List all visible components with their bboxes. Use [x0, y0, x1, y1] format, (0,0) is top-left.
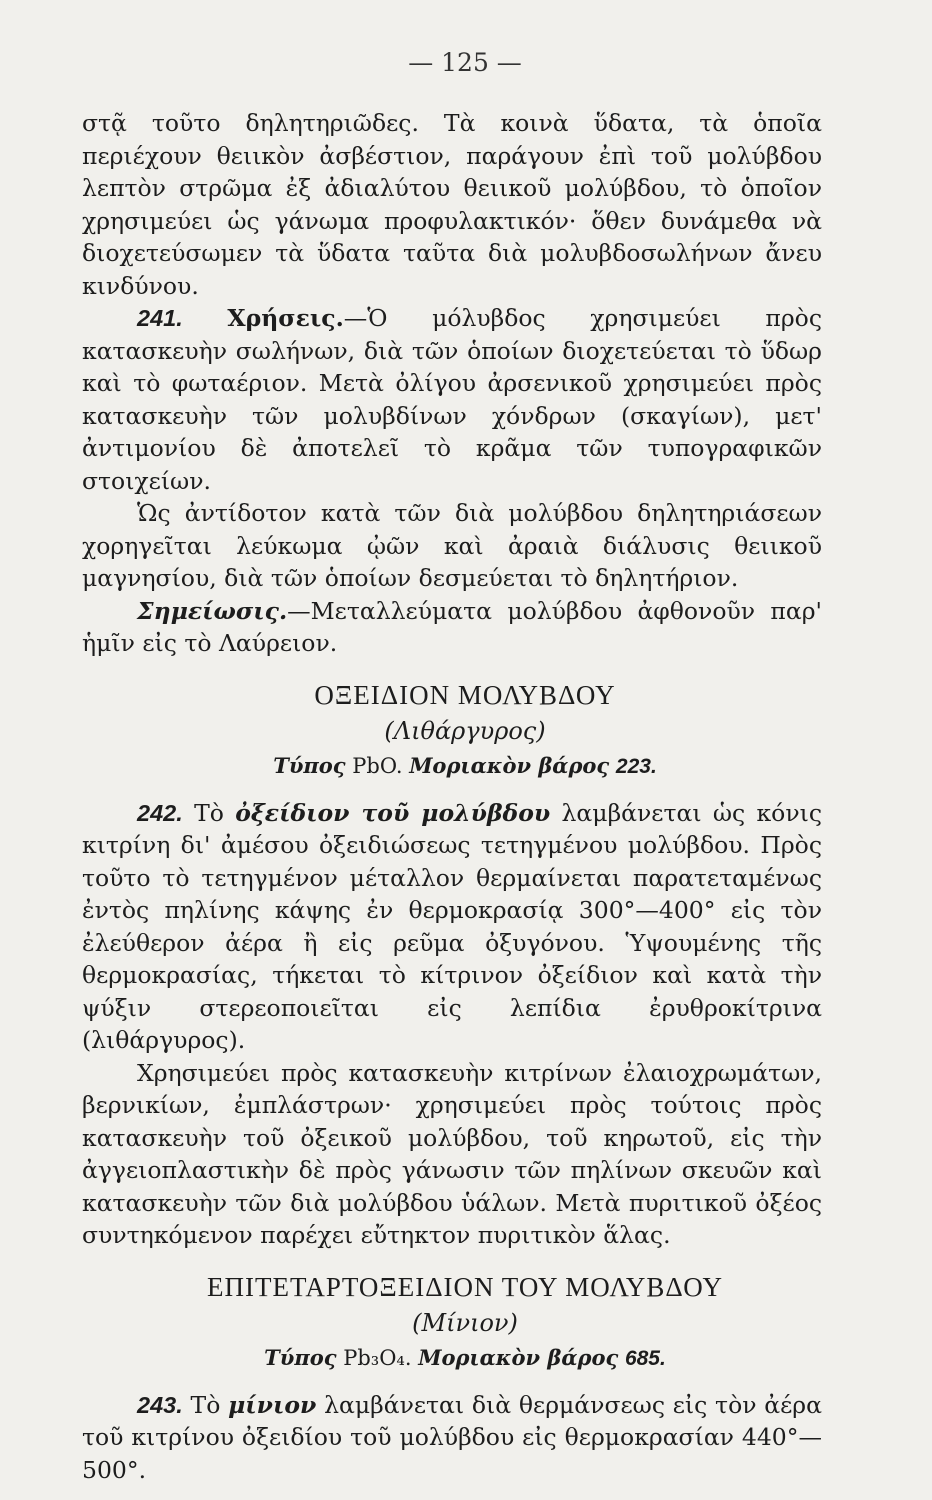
section-242	[82, 797, 822, 1057]
formula-line-pbo	[108, 753, 822, 779]
section-term: μίνιον	[228, 1390, 317, 1419]
section-text: λαμβάνεται διὰ θερμάνσεως εἰς τὸν ἀέρα τοῦ κιτρίνου ὀξειδίου τοῦ μολύβδου εἰς θερμοκρασίαν 440°—500°.	[82, 1390, 822, 1484]
section-241	[82, 302, 822, 497]
weight-value: 223.	[615, 754, 657, 778]
section-243	[82, 1389, 822, 1487]
section-text: —Ὁ μόλυβδος χρησιμεύει πρὸς κατασκευὴν σωλήνων, διὰ τῶν ὁποίων διοχετεύεται τὸ ὕδωρ καὶ τὸ φωταέριον. Μετὰ ὀλίγου ἀρσενικοῦ χρησιμεύει πρὸς κατασκευὴν τῶν μολυβδίνων χόνδρων (σκαγίων), μετ' ἀντιμονίου δὲ ἀποτελεῖ τὸ κρᾶμα τῶν τυπογραφικῶν στοιχείων.	[82, 304, 822, 495]
formula-line-pb3o4	[108, 1345, 822, 1371]
section-term: ὀξείδιον τοῦ μολύβδου	[235, 798, 551, 827]
weight-value: 685.	[624, 1346, 666, 1370]
formula-label: Τύπος	[264, 1344, 337, 1370]
formula-value: PbO.	[352, 753, 403, 778]
weight-label: Μοριακὸν βάρος	[418, 1344, 619, 1370]
section-text: λαμβάνεται ὡς κόνις κιτρίνη δι' ἀμέσου ὀξειδιώσεως τετηγμένου μολύβδου. Πρὸς τοῦτο τὸ τετηγμένον μέταλλον θερμαίνεται παρατεταμένως ἐντὸς πηλίνης κάψης ἐν θερμοκρασίᾳ 300°—400° εἰς τὸν ἐλεύθερον ἀέρα ἢ εἰς ρεῦμα ὀξυγόνου. Ὑψουμένης τῆς θερμοκρασίας, τήκεται τὸ κίτρινον ὀξείδιον καὶ κατὰ τὴν ψύξιν στερεοποιεῖται εἰς λεπίδια ἐρυθροκίτρινα (λιθάργυρος).	[82, 798, 822, 1054]
paragraph-antidote: Ὡς ἀντίδοτον κατὰ τῶν διὰ μολύβδου δηλητηριάσεων χορηγεῖται λεύκωμα ᾠῶν καὶ ἀραιὰ διάλυσις θειικοῦ μαγνησίου, διὰ τῶν ὁποίων δεσμεύεται τὸ δηλητήριον.	[82, 499, 822, 592]
section-number: 243.	[137, 1391, 183, 1418]
section-number: 241.	[137, 305, 183, 331]
section-title: Χρήσεις.	[227, 304, 344, 332]
section-number: 242.	[137, 799, 183, 826]
paragraph-uses: Χρησιμεύει πρὸς κατασκευὴν κιτρίνων ἐλαιοχρωμάτων, βερνικίων, ἐμπλάστρων· χρησιμεύει πρὸς τούτοις πρὸς κατασκευὴν τοῦ ὀξεικοῦ μολύβδου, τοῦ κηρωτοῦ, εἰς τὴν ἀγγειοπλαστικὴν δὲ πρὸς γάνωσιν τῶν πηλίνων σκευῶν καὶ κατασκευὴν τῶν διὰ μολύβδου ὑάλων. Μετὰ πυριτικοῦ ὀξέος συντηκόμενον παρέχει εὔτηκτον πυριτικὸν ἅλας.	[82, 1058, 822, 1249]
subheading-litharge: (Λιθάργυρος)	[384, 716, 546, 745]
formula-value: Pb₃O₄.	[343, 1345, 412, 1370]
section-lead: Τὸ	[190, 1390, 221, 1419]
heading-lead-oxide: ΟΞΕΙΔΙΟΝ ΜΟΛΥΒΔΟΥ	[314, 679, 616, 710]
paragraph-water-pipes: στᾷ τοῦτο δηλητηριῶδες. Τὰ κοινὰ ὕδατα, τὰ ὁποῖα περιέχουν θειικὸν ἀσβέστιον, παράγουν ἐπὶ τοῦ μολύβδου λεπτὸν στρῶμα ἐξ ἀδιαλύτου θειικοῦ μολύβδου, τὸ ὁποῖον χρησιμεύει ὡς γάνωμα προφυλακτικόν· ὅθεν δυνάμεθα νὰ διοχετεύσωμεν τὰ ὕδατα ταῦτα διὰ μολυβδοσωλήνων ἄνευ κινδύνου.	[82, 109, 822, 300]
note-text: —Μεταλλεύματα μολύβδου ἀφθονοῦν παρ' ἡμῖν εἰς τὸ Λαύρειον.	[82, 596, 822, 657]
section-lead: Τὸ	[194, 798, 224, 827]
note-label: Σημείωσις.	[137, 596, 288, 625]
weight-label: Μοριακὸν βάρος	[409, 752, 610, 778]
subheading-minium: (Μίνιον)	[412, 1308, 518, 1337]
heading-red-lead: ΕΠΙΤΕΤΑΡΤΟΞΕΙΔΙΟΝ ΤΟΥ ΜΟΛΥΒΔΟΥ	[207, 1271, 723, 1302]
note-paragraph	[82, 595, 822, 660]
formula-label: Τύπος	[273, 752, 346, 778]
page-number: — 125 —	[408, 48, 522, 77]
